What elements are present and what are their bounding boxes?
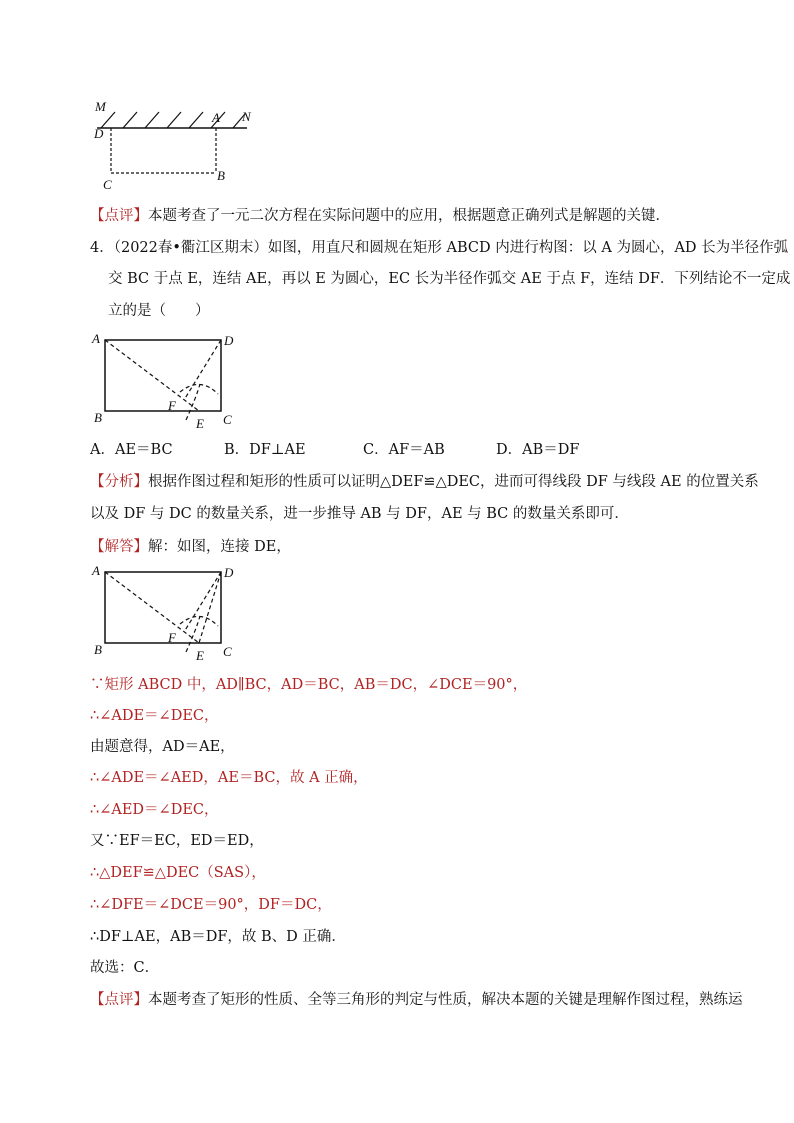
label-f: F: [168, 398, 176, 413]
label-d: D: [224, 565, 234, 580]
step-6: 又∵EF＝EC，ED＝ED，: [90, 833, 264, 849]
problem-4-line-2: 交 BC 于点 E，连结 AE，再以 E 为圆心，EC 长为半径作弧交 AE 于点 F，连结 DF．下列结论不一定成: [108, 271, 791, 287]
arc-from-a: [186, 616, 200, 652]
comment-1-text: 本题考查了一元二次方程在实际问题中的应用，根据题意正确列式是解题的关键．: [148, 208, 670, 224]
segment-de: [199, 572, 221, 643]
wall-hatching: [101, 112, 245, 128]
comment-2-text: 本题考查了矩形的性质、全等三角形的判定与性质，解决本题的关键是理解作图过程，熟练运: [148, 992, 743, 1008]
label-f: F: [168, 630, 176, 645]
arc-from-a: [186, 384, 200, 420]
step-9: ∴DF⊥AE，AB＝DF，故 B、D 正确．: [90, 929, 346, 945]
label-a: A: [212, 110, 220, 125]
option-d[interactable]: D．AB＝DF: [496, 442, 580, 458]
solution-tag: 【解答】: [90, 539, 148, 555]
segment-ae: [105, 340, 199, 411]
label-a: A: [92, 563, 100, 578]
step-3: 由题意得，AD＝AE，: [90, 739, 235, 755]
option-c[interactable]: C．AF＝AB: [363, 442, 445, 458]
label-d: D: [94, 126, 104, 141]
solution-intro: [90, 537, 291, 557]
option-a[interactable]: A．AE＝BC: [90, 442, 173, 458]
figure-rectangle-construction-2: [88, 560, 248, 664]
label-e: E: [196, 648, 204, 663]
rect-abcd: [105, 572, 221, 643]
problem-4-line-3: 立的是（ ）: [108, 303, 210, 319]
figure-wall-rectangle: [85, 100, 265, 190]
solution-intro-text: 解：如图，连接 DE，: [148, 539, 291, 555]
step-5: ∴∠AED＝∠DEC，: [90, 802, 219, 818]
step-1: ∵矩形 ABCD 中，AD∥BC，AD＝BC，AB＝DC，∠DCE＝90°，: [90, 677, 528, 693]
comment-1-tag: 【点评】: [90, 208, 148, 224]
problem-4-line-1: 4．（2022春•衢江区期末）如图，用直尺和圆规在矩形 ABCD 内进行构图：以 A 为圆心，AD 长为半径作弧: [90, 240, 789, 256]
label-e: E: [196, 416, 204, 431]
comment-2: [90, 990, 743, 1010]
label-a: A: [92, 331, 100, 346]
step-8: ∴∠DFE＝∠DCE＝90°，DF＝DC，: [90, 897, 332, 913]
step-7: ∴△DEF≌△DEC（SAS），: [90, 865, 266, 881]
analysis-line-1: [90, 472, 759, 492]
step-2: ∴∠ADE＝∠DEC，: [90, 708, 219, 724]
label-d: D: [224, 333, 234, 348]
figure-rectangle-construction-1: [88, 328, 248, 432]
step-4: ∴∠ADE＝∠AED，AE＝BC，故 A 正确，: [90, 770, 368, 786]
label-b: B: [217, 168, 225, 183]
label-m: M: [95, 100, 106, 114]
label-c: C: [103, 177, 112, 190]
label-b: B: [94, 642, 102, 657]
label-c: C: [223, 644, 232, 659]
option-b[interactable]: B．DF⊥AE: [224, 442, 306, 458]
analysis-line-2: 以及 DF 与 DC 的数量关系，进一步推导 AB 与 DF，AE 与 BC 的数量关系即可．: [90, 506, 629, 522]
analysis-tag: 【分析】: [90, 474, 148, 490]
dashed-rectangle: [111, 128, 216, 173]
segment-ae: [105, 572, 199, 643]
comment-1: [90, 206, 670, 226]
rect-abcd: [105, 340, 221, 411]
label-c: C: [223, 412, 232, 427]
comment-2-tag: 【点评】: [90, 992, 148, 1008]
label-n: N: [242, 109, 251, 124]
label-b: B: [94, 410, 102, 425]
analysis-text-1: 根据作图过程和矩形的性质可以证明△DEF≌△DEC，进而可得线段 DF 与线段 AE 的位置关系: [148, 474, 759, 490]
step-10: 故选：C．: [90, 960, 160, 976]
